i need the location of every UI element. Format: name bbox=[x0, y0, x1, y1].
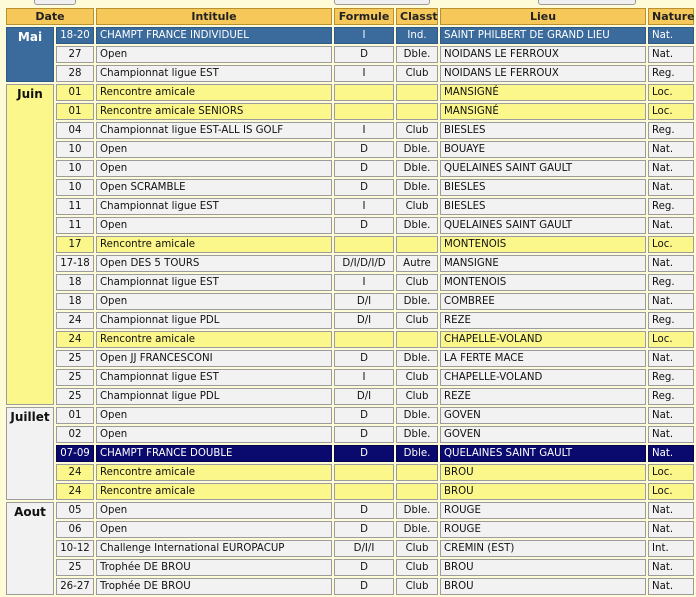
event-classt bbox=[396, 464, 438, 481]
event-title: Trophée DE BROU bbox=[96, 559, 332, 576]
event-lieu: MANSIGNÉ bbox=[440, 103, 646, 120]
event-nature: Loc. bbox=[648, 236, 694, 253]
event-formule bbox=[334, 464, 394, 481]
event-lieu: CHAPELLE-VOLAND bbox=[440, 331, 646, 348]
table-row[interactable] bbox=[6, 236, 694, 253]
event-classt: Dble. bbox=[396, 179, 438, 196]
event-nature: Nat. bbox=[648, 521, 694, 538]
event-classt: Dble. bbox=[396, 293, 438, 310]
table-row[interactable] bbox=[6, 407, 694, 424]
event-nature: Nat. bbox=[648, 559, 694, 576]
table-row[interactable] bbox=[6, 46, 694, 63]
event-nature: Nat. bbox=[648, 179, 694, 196]
event-formule: D/I/I bbox=[334, 540, 394, 557]
event-formule: I bbox=[334, 27, 394, 44]
event-date: 25 bbox=[56, 559, 94, 576]
event-nature: Nat. bbox=[648, 217, 694, 234]
event-date: 02 bbox=[56, 426, 94, 443]
event-lieu: GOVEN bbox=[440, 426, 646, 443]
event-formule: D/I bbox=[334, 293, 394, 310]
table-row[interactable] bbox=[6, 369, 694, 386]
event-classt: Club bbox=[396, 578, 438, 595]
column-header-intitule[interactable]: Intitule bbox=[96, 8, 332, 25]
event-lieu: NOIDANS LE FERROUX bbox=[440, 46, 646, 63]
table-row[interactable] bbox=[6, 255, 694, 272]
event-formule bbox=[334, 84, 394, 101]
event-lieu: MANSIGNÉ bbox=[440, 84, 646, 101]
event-formule: D bbox=[334, 46, 394, 63]
event-lieu: LA FERTE MACE bbox=[440, 350, 646, 367]
event-classt: Club bbox=[396, 388, 438, 405]
event-lieu: BROU bbox=[440, 464, 646, 481]
event-classt: Dble. bbox=[396, 160, 438, 177]
event-lieu: BROU bbox=[440, 559, 646, 576]
event-nature: Reg. bbox=[648, 198, 694, 215]
table-row[interactable] bbox=[6, 198, 694, 215]
event-title: Open bbox=[96, 141, 332, 158]
event-classt: Club bbox=[396, 369, 438, 386]
event-formule: D bbox=[334, 350, 394, 367]
event-title: Open bbox=[96, 293, 332, 310]
event-nature: Nat. bbox=[648, 407, 694, 424]
event-nature: Nat. bbox=[648, 502, 694, 519]
event-nature: Reg. bbox=[648, 65, 694, 82]
event-classt: Ind. bbox=[396, 27, 438, 44]
event-formule: D bbox=[334, 578, 394, 595]
event-lieu: QUELAINES SAINT GAULT bbox=[440, 217, 646, 234]
column-header-nature[interactable]: Nature bbox=[648, 8, 694, 25]
event-classt: Dble. bbox=[396, 445, 438, 462]
event-date: 24 bbox=[56, 483, 94, 500]
event-formule bbox=[334, 236, 394, 253]
event-date: 01 bbox=[56, 407, 94, 424]
event-formule: D bbox=[334, 559, 394, 576]
event-classt: Autre bbox=[396, 255, 438, 272]
event-title: Challenge International EUROPACUP bbox=[96, 540, 332, 557]
event-title: Open bbox=[96, 426, 332, 443]
calendar-table bbox=[4, 6, 696, 597]
event-classt: Dble. bbox=[396, 426, 438, 443]
table-row[interactable] bbox=[6, 84, 694, 101]
event-nature: Loc. bbox=[648, 84, 694, 101]
event-classt: Dble. bbox=[396, 521, 438, 538]
column-header-date[interactable]: Date bbox=[6, 8, 94, 25]
event-lieu: MONTENOIS bbox=[440, 274, 646, 291]
event-classt: Dble. bbox=[396, 46, 438, 63]
event-classt: Club bbox=[396, 540, 438, 557]
event-classt bbox=[396, 236, 438, 253]
event-lieu: MONTENOIS bbox=[440, 236, 646, 253]
event-title: CHAMPT FRANCE DOUBLE bbox=[96, 445, 332, 462]
event-date: 04 bbox=[56, 122, 94, 139]
event-title: Championnat ligue EST-ALL IS GOLF bbox=[96, 122, 332, 139]
table-row[interactable] bbox=[6, 426, 694, 443]
table-row[interactable] bbox=[6, 141, 694, 158]
event-lieu: BROU bbox=[440, 483, 646, 500]
table-row[interactable] bbox=[6, 312, 694, 329]
event-date: 25 bbox=[56, 350, 94, 367]
month-label: Aout bbox=[6, 502, 54, 595]
table-row[interactable] bbox=[6, 502, 694, 519]
event-nature: Loc. bbox=[648, 331, 694, 348]
table-row[interactable] bbox=[6, 578, 694, 595]
event-date: 10 bbox=[56, 141, 94, 158]
event-title: Championnat ligue PDL bbox=[96, 388, 332, 405]
event-formule: D bbox=[334, 141, 394, 158]
event-title: Championnat ligue PDL bbox=[96, 312, 332, 329]
event-title: Open bbox=[96, 160, 332, 177]
event-nature: Nat. bbox=[648, 255, 694, 272]
table-row[interactable] bbox=[6, 350, 694, 367]
event-nature: Reg. bbox=[648, 388, 694, 405]
event-date: 10-12 bbox=[56, 540, 94, 557]
event-date: 11 bbox=[56, 217, 94, 234]
table-row[interactable] bbox=[6, 388, 694, 405]
event-classt: Dble. bbox=[396, 407, 438, 424]
event-formule: D bbox=[334, 160, 394, 177]
event-lieu: REZE bbox=[440, 312, 646, 329]
event-lieu: SAINT PHILBERT DE GRAND LIEU bbox=[440, 27, 646, 44]
event-date: 10 bbox=[56, 179, 94, 196]
event-date: 24 bbox=[56, 312, 94, 329]
event-title: Rencontre amicale bbox=[96, 331, 332, 348]
event-lieu: QUELAINES SAINT GAULT bbox=[440, 160, 646, 177]
event-lieu: NOIDANS LE FERROUX bbox=[440, 65, 646, 82]
event-title: Rencontre amicale bbox=[96, 483, 332, 500]
event-title: Open bbox=[96, 502, 332, 519]
table-row[interactable] bbox=[6, 293, 694, 310]
event-date: 25 bbox=[56, 388, 94, 405]
event-title: Rencontre amicale SENIORS bbox=[96, 103, 332, 120]
event-nature: Nat. bbox=[648, 350, 694, 367]
event-classt: Dble. bbox=[396, 350, 438, 367]
table-row[interactable] bbox=[6, 331, 694, 348]
event-classt: Dble. bbox=[396, 217, 438, 234]
event-formule: I bbox=[334, 198, 394, 215]
column-header-lieu[interactable]: Lieu bbox=[440, 8, 646, 25]
event-formule: D bbox=[334, 426, 394, 443]
event-nature: Reg. bbox=[648, 274, 694, 291]
table-row[interactable] bbox=[6, 179, 694, 196]
event-nature: Nat. bbox=[648, 445, 694, 462]
event-formule bbox=[334, 103, 394, 120]
table-row[interactable] bbox=[6, 274, 694, 291]
event-classt bbox=[396, 331, 438, 348]
event-date: 24 bbox=[56, 331, 94, 348]
event-title: Open DES 5 TOURS bbox=[96, 255, 332, 272]
event-classt bbox=[396, 483, 438, 500]
event-nature: Nat. bbox=[648, 293, 694, 310]
event-nature: Loc. bbox=[648, 464, 694, 481]
table-row[interactable] bbox=[6, 160, 694, 177]
event-nature: Nat. bbox=[648, 141, 694, 158]
event-title: Open bbox=[96, 46, 332, 63]
event-date: 17 bbox=[56, 236, 94, 253]
event-lieu: CHAPELLE-VOLAND bbox=[440, 369, 646, 386]
event-formule: I bbox=[334, 122, 394, 139]
event-date: 25 bbox=[56, 369, 94, 386]
table-row[interactable] bbox=[6, 521, 694, 538]
event-title: Open SCRAMBLE bbox=[96, 179, 332, 196]
table-row[interactable] bbox=[6, 65, 694, 82]
event-classt: Club bbox=[396, 198, 438, 215]
event-nature: Reg. bbox=[648, 312, 694, 329]
event-title: Rencontre amicale bbox=[96, 84, 332, 101]
event-classt: Club bbox=[396, 559, 438, 576]
event-formule: D bbox=[334, 217, 394, 234]
event-classt bbox=[396, 103, 438, 120]
event-lieu: BOUAYE bbox=[440, 141, 646, 158]
event-title: Open bbox=[96, 407, 332, 424]
event-classt: Dble. bbox=[396, 502, 438, 519]
event-nature: Reg. bbox=[648, 369, 694, 386]
event-title: CHAMPT FRANCE INDIVIDUEL bbox=[96, 27, 332, 44]
event-lieu: ROUGE bbox=[440, 502, 646, 519]
event-date: 11 bbox=[56, 198, 94, 215]
event-formule: D/I/D/I/D bbox=[334, 255, 394, 272]
event-lieu: QUELAINES SAINT GAULT bbox=[440, 445, 646, 462]
event-classt: Club bbox=[396, 65, 438, 82]
event-date: 01 bbox=[56, 103, 94, 120]
table-row[interactable] bbox=[6, 217, 694, 234]
event-lieu: BROU bbox=[440, 578, 646, 595]
event-date: 26-27 bbox=[56, 578, 94, 595]
event-date: 07-09 bbox=[56, 445, 94, 462]
event-title: Rencontre amicale bbox=[96, 236, 332, 253]
table-row[interactable] bbox=[6, 27, 694, 44]
calendar-body bbox=[6, 27, 694, 595]
event-lieu: BIESLES bbox=[440, 179, 646, 196]
event-formule: I bbox=[334, 274, 394, 291]
event-title: Championnat ligue EST bbox=[96, 369, 332, 386]
table-row[interactable] bbox=[6, 464, 694, 481]
event-nature: Nat. bbox=[648, 160, 694, 177]
event-formule bbox=[334, 331, 394, 348]
event-nature: Nat. bbox=[648, 426, 694, 443]
column-header-formule[interactable]: Formule bbox=[334, 8, 394, 25]
event-classt: Club bbox=[396, 312, 438, 329]
event-title: Open JJ FRANCESCONI bbox=[96, 350, 332, 367]
table-row[interactable] bbox=[6, 103, 694, 120]
event-classt: Club bbox=[396, 274, 438, 291]
event-lieu: MANSIGNE bbox=[440, 255, 646, 272]
event-nature: Int. bbox=[648, 540, 694, 557]
top-control-middle[interactable] bbox=[334, 0, 430, 5]
event-lieu: ROUGE bbox=[440, 521, 646, 538]
event-title: Championnat ligue EST bbox=[96, 65, 332, 82]
event-lieu: BIESLES bbox=[440, 122, 646, 139]
event-title: Trophée DE BROU bbox=[96, 578, 332, 595]
event-classt: Club bbox=[396, 122, 438, 139]
event-date: 06 bbox=[56, 521, 94, 538]
event-nature: Nat. bbox=[648, 46, 694, 63]
event-lieu: CREMIN (EST) bbox=[440, 540, 646, 557]
table-row[interactable] bbox=[6, 122, 694, 139]
event-title: Championnat ligue EST bbox=[96, 274, 332, 291]
month-label: Mai bbox=[6, 27, 54, 82]
event-date: 01 bbox=[56, 84, 94, 101]
event-date: 28 bbox=[56, 65, 94, 82]
event-lieu: GOVEN bbox=[440, 407, 646, 424]
event-classt bbox=[396, 84, 438, 101]
event-date: 05 bbox=[56, 502, 94, 519]
table-row[interactable] bbox=[6, 559, 694, 576]
event-title: Open bbox=[96, 217, 332, 234]
event-classt: Dble. bbox=[396, 141, 438, 158]
top-control-right[interactable] bbox=[538, 0, 636, 5]
top-control-left[interactable] bbox=[34, 0, 76, 5]
event-formule: I bbox=[334, 369, 394, 386]
event-lieu: COMBREE bbox=[440, 293, 646, 310]
event-date: 10 bbox=[56, 160, 94, 177]
event-date: 27 bbox=[56, 46, 94, 63]
event-date: 18-20 bbox=[56, 27, 94, 44]
event-date: 18 bbox=[56, 274, 94, 291]
event-formule bbox=[334, 483, 394, 500]
month-label: Juin bbox=[6, 84, 54, 405]
event-lieu: BIESLES bbox=[440, 198, 646, 215]
table-row[interactable] bbox=[6, 540, 694, 557]
event-formule: D bbox=[334, 445, 394, 462]
event-formule: D bbox=[334, 407, 394, 424]
event-date: 24 bbox=[56, 464, 94, 481]
event-formule: D/I bbox=[334, 388, 394, 405]
event-formule: D bbox=[334, 521, 394, 538]
event-formule: D/I bbox=[334, 312, 394, 329]
event-nature: Nat. bbox=[648, 578, 694, 595]
event-title: Rencontre amicale bbox=[96, 464, 332, 481]
event-date: 18 bbox=[56, 293, 94, 310]
event-title: Open bbox=[96, 521, 332, 538]
table-row[interactable] bbox=[6, 445, 694, 462]
event-formule: D bbox=[334, 179, 394, 196]
event-formule: I bbox=[334, 65, 394, 82]
header-row bbox=[6, 8, 694, 25]
column-header-classt[interactable]: Classt bbox=[396, 8, 438, 25]
event-nature: Reg. bbox=[648, 122, 694, 139]
event-nature: Loc. bbox=[648, 483, 694, 500]
event-title: Championnat ligue EST bbox=[96, 198, 332, 215]
event-nature: Nat. bbox=[648, 27, 694, 44]
event-nature: Loc. bbox=[648, 103, 694, 120]
event-date: 17-18 bbox=[56, 255, 94, 272]
event-formule: D bbox=[334, 502, 394, 519]
month-label: Juillet bbox=[6, 407, 54, 500]
event-lieu: REZE bbox=[440, 388, 646, 405]
table-row[interactable] bbox=[6, 483, 694, 500]
